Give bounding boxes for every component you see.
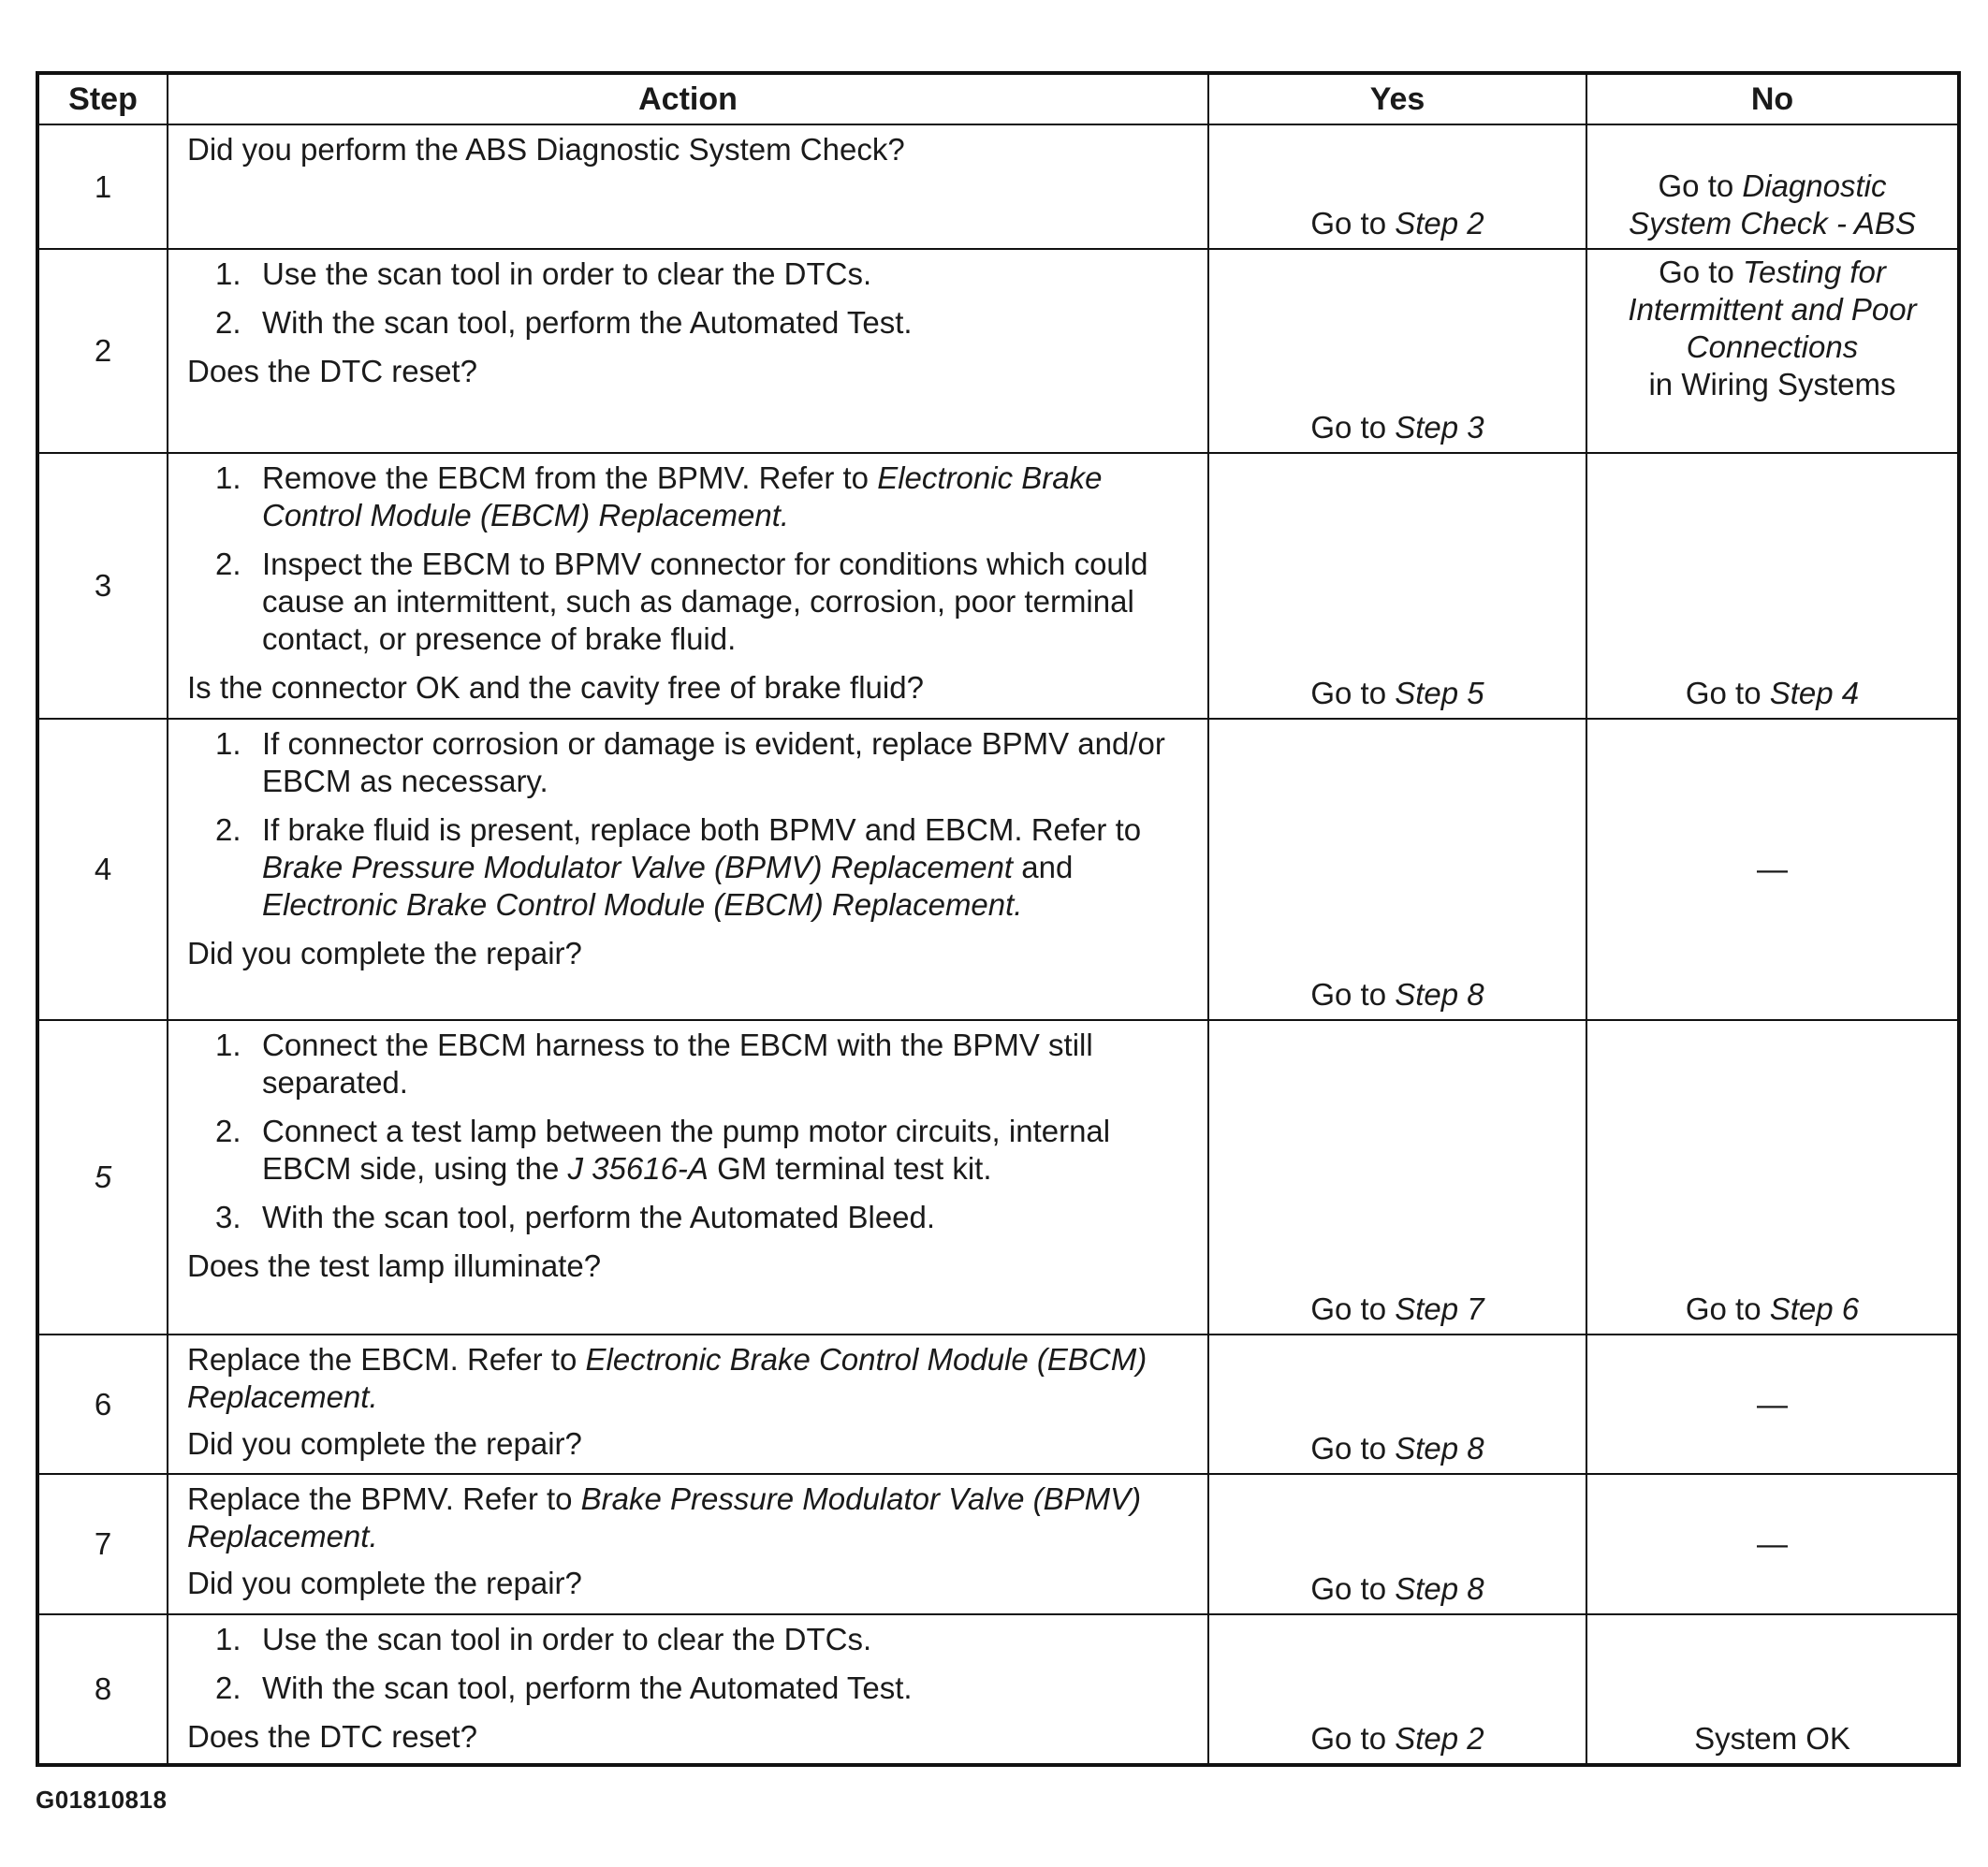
yes-cell: [1208, 1020, 1586, 1335]
step-number: 5: [37, 1020, 168, 1335]
table-row: [37, 124, 1959, 249]
no-result-dash: —: [1757, 1526, 1788, 1561]
action-cell: [168, 1614, 1208, 1765]
no-cell: [1586, 1335, 1959, 1474]
action-item: 2. With the scan tool, perform the Automated Test.: [215, 1670, 913, 1705]
step-number: 6: [37, 1335, 168, 1474]
yes-result: Go to Step 8: [1310, 977, 1484, 1012]
action-item: 1. Connect the EBCM harness to the EBCM with the BPMV still separated.: [215, 1028, 1093, 1100]
step-number: 4: [37, 719, 168, 1020]
reference-link: Electronic Brake Control Module (EBCM) Replacement.: [262, 887, 1023, 922]
no-result: Go to Step 6: [1685, 1291, 1860, 1326]
no-result: Go to Step 4: [1685, 676, 1860, 710]
action-question: Does the DTC reset?: [187, 1719, 477, 1754]
action-question: Is the connector OK and the cavity free of brake fluid?: [187, 670, 924, 705]
yes-result: Go to Step 2: [1310, 206, 1484, 241]
header-yes: Yes: [1208, 73, 1586, 124]
action-text: Replace the EBCM. Refer to Electronic Brake Control Module (EBCM) Replacement.: [187, 1342, 1147, 1414]
action-item: 1. Use the scan tool in order to clear the DTCs.: [215, 1622, 872, 1656]
action-text: Replace the BPMV. Refer to Brake Pressure Modulator Valve (BPMV) Replacement.: [187, 1481, 1142, 1553]
reference-link: Brake Pressure Modulator Valve (BPMV) Replacement: [262, 850, 1014, 884]
action-question: Did you complete the repair?: [187, 1426, 582, 1461]
table-row: [37, 1335, 1959, 1474]
yes-cell: [1208, 1335, 1586, 1474]
yes-result: Go to Step 3: [1310, 410, 1484, 445]
no-result: Go to Diagnostic System Check - ABS: [1629, 168, 1916, 241]
yes-result: Go to Step 5: [1310, 676, 1484, 710]
no-cell: [1586, 719, 1959, 1020]
yes-result: Go to Step 2: [1310, 1721, 1484, 1756]
yes-cell: [1208, 124, 1586, 249]
yes-cell: [1208, 719, 1586, 1020]
step-number: 3: [37, 453, 168, 719]
table-row: [37, 719, 1959, 1020]
step-number: 2: [37, 249, 168, 453]
action-item: 2. If brake fluid is present, replace both BPMV and EBCM. Refer to Brake Pressure Modulator Valve (BPMV) Replacement and Electronic Brake Control Module (EBCM) Replacement.: [215, 812, 1142, 922]
action-item: 1. Use the scan tool in order to clear the DTCs.: [215, 256, 872, 291]
action-cell: [168, 124, 1208, 249]
yes-result: Go to Step 8: [1310, 1431, 1484, 1466]
action-cell: [168, 719, 1208, 1020]
yes-cell: [1208, 1474, 1586, 1614]
header-action: Action: [168, 73, 1208, 124]
no-result: Go to Testing for Intermittent and Poor Connections in Wiring Systems: [1628, 255, 1917, 401]
no-cell: [1586, 124, 1959, 249]
table-row: [37, 1020, 1959, 1335]
table-row: [37, 1614, 1959, 1765]
diagnostic-table: [36, 71, 1961, 1767]
action-item: 2. Inspect the EBCM to BPMV connector for conditions which could cause an intermittent, such as damage, corrosion, poor terminal contact, or presence of brake fluid.: [215, 547, 1148, 656]
no-cell: [1586, 249, 1959, 453]
action-item: 2. Connect a test lamp between the pump motor circuits, internal EBCM side, using the J 35616-A GM terminal test kit.: [215, 1114, 1111, 1186]
no-result: System OK: [1694, 1721, 1850, 1756]
action-item: 2. With the scan tool, perform the Automated Test.: [215, 305, 913, 340]
yes-cell: [1208, 1614, 1586, 1765]
table-row: [37, 1474, 1959, 1614]
action-cell: [168, 249, 1208, 453]
action-question: Did you complete the repair?: [187, 1566, 582, 1600]
reference-link: Electronic Brake Control Module (EBCM) Replacement.: [262, 460, 1103, 532]
action-item: 1. Remove the EBCM from the BPMV. Refer to Electronic Brake Control Module (EBCM) Replacement.: [215, 460, 1103, 532]
action-question: Does the DTC reset?: [187, 354, 477, 388]
figure-id: G01810818: [36, 1786, 168, 1814]
yes-cell: [1208, 249, 1586, 453]
action-question: Did you perform the ABS Diagnostic System Check?: [187, 132, 905, 167]
no-cell: [1586, 1474, 1959, 1614]
no-result-dash: —: [1757, 852, 1788, 886]
step-number: 7: [37, 1474, 168, 1614]
no-cell: [1586, 1614, 1959, 1765]
header-row: [37, 73, 1959, 124]
no-cell: [1586, 453, 1959, 719]
no-cell: [1586, 1020, 1959, 1335]
yes-result: Go to Step 7: [1310, 1291, 1484, 1326]
action-item: 1. If connector corrosion or damage is evident, replace BPMV and/or EBCM as necessary.: [215, 726, 1165, 798]
action-cell: [168, 1335, 1208, 1474]
action-cell: [168, 453, 1208, 719]
action-question: Did you complete the repair?: [187, 936, 582, 970]
action-question: Does the test lamp illuminate?: [187, 1248, 602, 1283]
table-row: [37, 453, 1959, 719]
reference-link: Electronic Brake Control Module (EBCM) Replacement.: [187, 1342, 1147, 1414]
table-row: [37, 249, 1959, 453]
step-number: 8: [37, 1614, 168, 1765]
step-number: 1: [37, 124, 168, 249]
no-result-dash: —: [1757, 1386, 1788, 1422]
action-item: 3. With the scan tool, perform the Automated Bleed.: [215, 1200, 936, 1234]
yes-result: Go to Step 8: [1310, 1571, 1484, 1606]
action-cell: [168, 1020, 1208, 1335]
header-step: Step: [37, 73, 168, 124]
action-cell: [168, 1474, 1208, 1614]
reference-link: Brake Pressure Modulator Valve (BPMV) Replacement.: [187, 1481, 1142, 1553]
header-no: No: [1586, 73, 1959, 124]
yes-cell: [1208, 453, 1586, 719]
tool-reference: J 35616-A: [567, 1151, 709, 1186]
